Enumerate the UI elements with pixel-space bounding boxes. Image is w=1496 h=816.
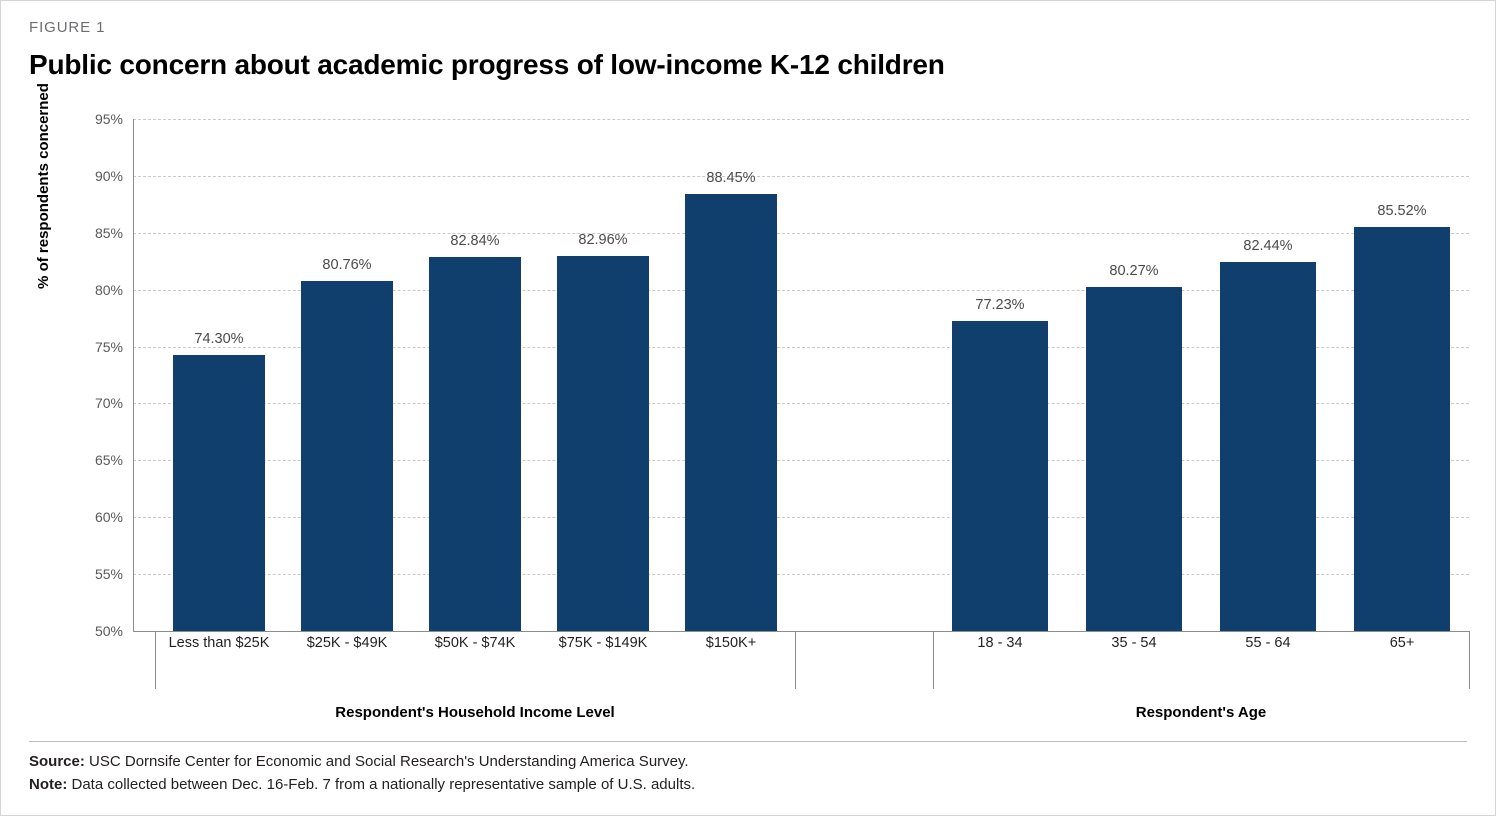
bar <box>1086 287 1182 631</box>
source-label: Source: <box>29 753 85 770</box>
bar <box>173 355 265 631</box>
y-tick-label: 95% <box>94 111 123 127</box>
y-tick-label: 90% <box>94 167 123 184</box>
footer-notes <box>29 751 695 796</box>
bar-column <box>557 232 649 631</box>
y-tick-label: 55% <box>94 566 123 583</box>
bar <box>685 194 777 631</box>
bar-column <box>301 257 393 631</box>
bar-value-label: 74.30% <box>194 330 244 347</box>
footer-divider <box>29 741 1467 742</box>
x-tick-label: $50K - $74K <box>434 635 516 651</box>
bar-value-label: 80.76% <box>322 257 372 274</box>
bar <box>1354 227 1450 631</box>
bar-column <box>173 330 265 631</box>
group-axis-title: Respondent's Household Income Level <box>335 704 615 721</box>
x-tick-label: Less than $25K <box>168 635 270 651</box>
group-boundary-tick <box>1469 631 1470 689</box>
bar-column <box>952 297 1048 631</box>
chart-plot-area <box>29 83 1469 731</box>
group-boundary-tick <box>933 631 934 689</box>
bar <box>557 256 649 631</box>
x-tick-label: 65+ <box>1389 635 1415 651</box>
bar-value-label: 88.45% <box>706 169 756 186</box>
group-axis-title: Respondent's Age <box>1135 704 1267 721</box>
bar-value-label: 80.27% <box>1109 262 1159 279</box>
x-tick-label: $150K+ <box>705 635 757 651</box>
y-tick-label: 80% <box>94 281 123 298</box>
bar-column <box>429 233 521 631</box>
figure-label: FIGURE 1 <box>29 19 106 36</box>
x-tick-label: $25K - $49K <box>306 635 388 651</box>
x-tick-label: $75K - $149K <box>558 635 648 651</box>
note-text: Data collected between Dec. 16-Feb. 7 from a nationally representative sample of U.S. adults. <box>71 775 696 793</box>
category-tick-area <box>667 631 795 689</box>
category-tick-area <box>1335 631 1469 689</box>
bar-column <box>685 169 777 631</box>
page-title: Public concern about academic progress of low-income K-12 children <box>29 49 945 80</box>
bar-column <box>1220 237 1316 631</box>
y-tick-label: 85% <box>94 224 123 241</box>
source-text: USC Dornsife Center for Economic and Social Research's Understanding America Survey. <box>89 753 689 770</box>
bar-value-label: 82.84% <box>450 233 500 250</box>
y-tick-label: 65% <box>94 452 123 469</box>
x-tick-label: 55 - 64 <box>1245 635 1291 651</box>
note-line <box>29 774 695 797</box>
bar <box>1220 262 1316 631</box>
bar-column <box>1086 262 1182 631</box>
y-tick-label: 75% <box>94 338 123 355</box>
y-tick-label: 60% <box>94 509 123 526</box>
bar-value-label: 82.96% <box>578 232 628 248</box>
group-boundary-tick <box>155 631 156 689</box>
bar-value-label: 77.23% <box>975 297 1025 314</box>
y-tick-label: 50% <box>94 623 123 639</box>
bar-column <box>1354 202 1450 631</box>
x-tick-label: 18 - 34 <box>977 635 1023 651</box>
bar-value-label: 82.44% <box>1243 237 1293 254</box>
y-axis-label: % of respondents concerned <box>35 83 52 289</box>
x-tick-label: 35 - 54 <box>1111 635 1157 651</box>
y-tick-label: 70% <box>94 395 123 412</box>
bar <box>301 281 393 631</box>
bar-value-label: 85.52% <box>1377 202 1427 219</box>
bar <box>429 257 521 631</box>
bars-layer <box>133 111 1469 731</box>
group-boundary-tick <box>795 631 796 689</box>
note-label: Note: <box>29 775 68 793</box>
source-line <box>29 751 695 774</box>
bar <box>952 321 1048 631</box>
